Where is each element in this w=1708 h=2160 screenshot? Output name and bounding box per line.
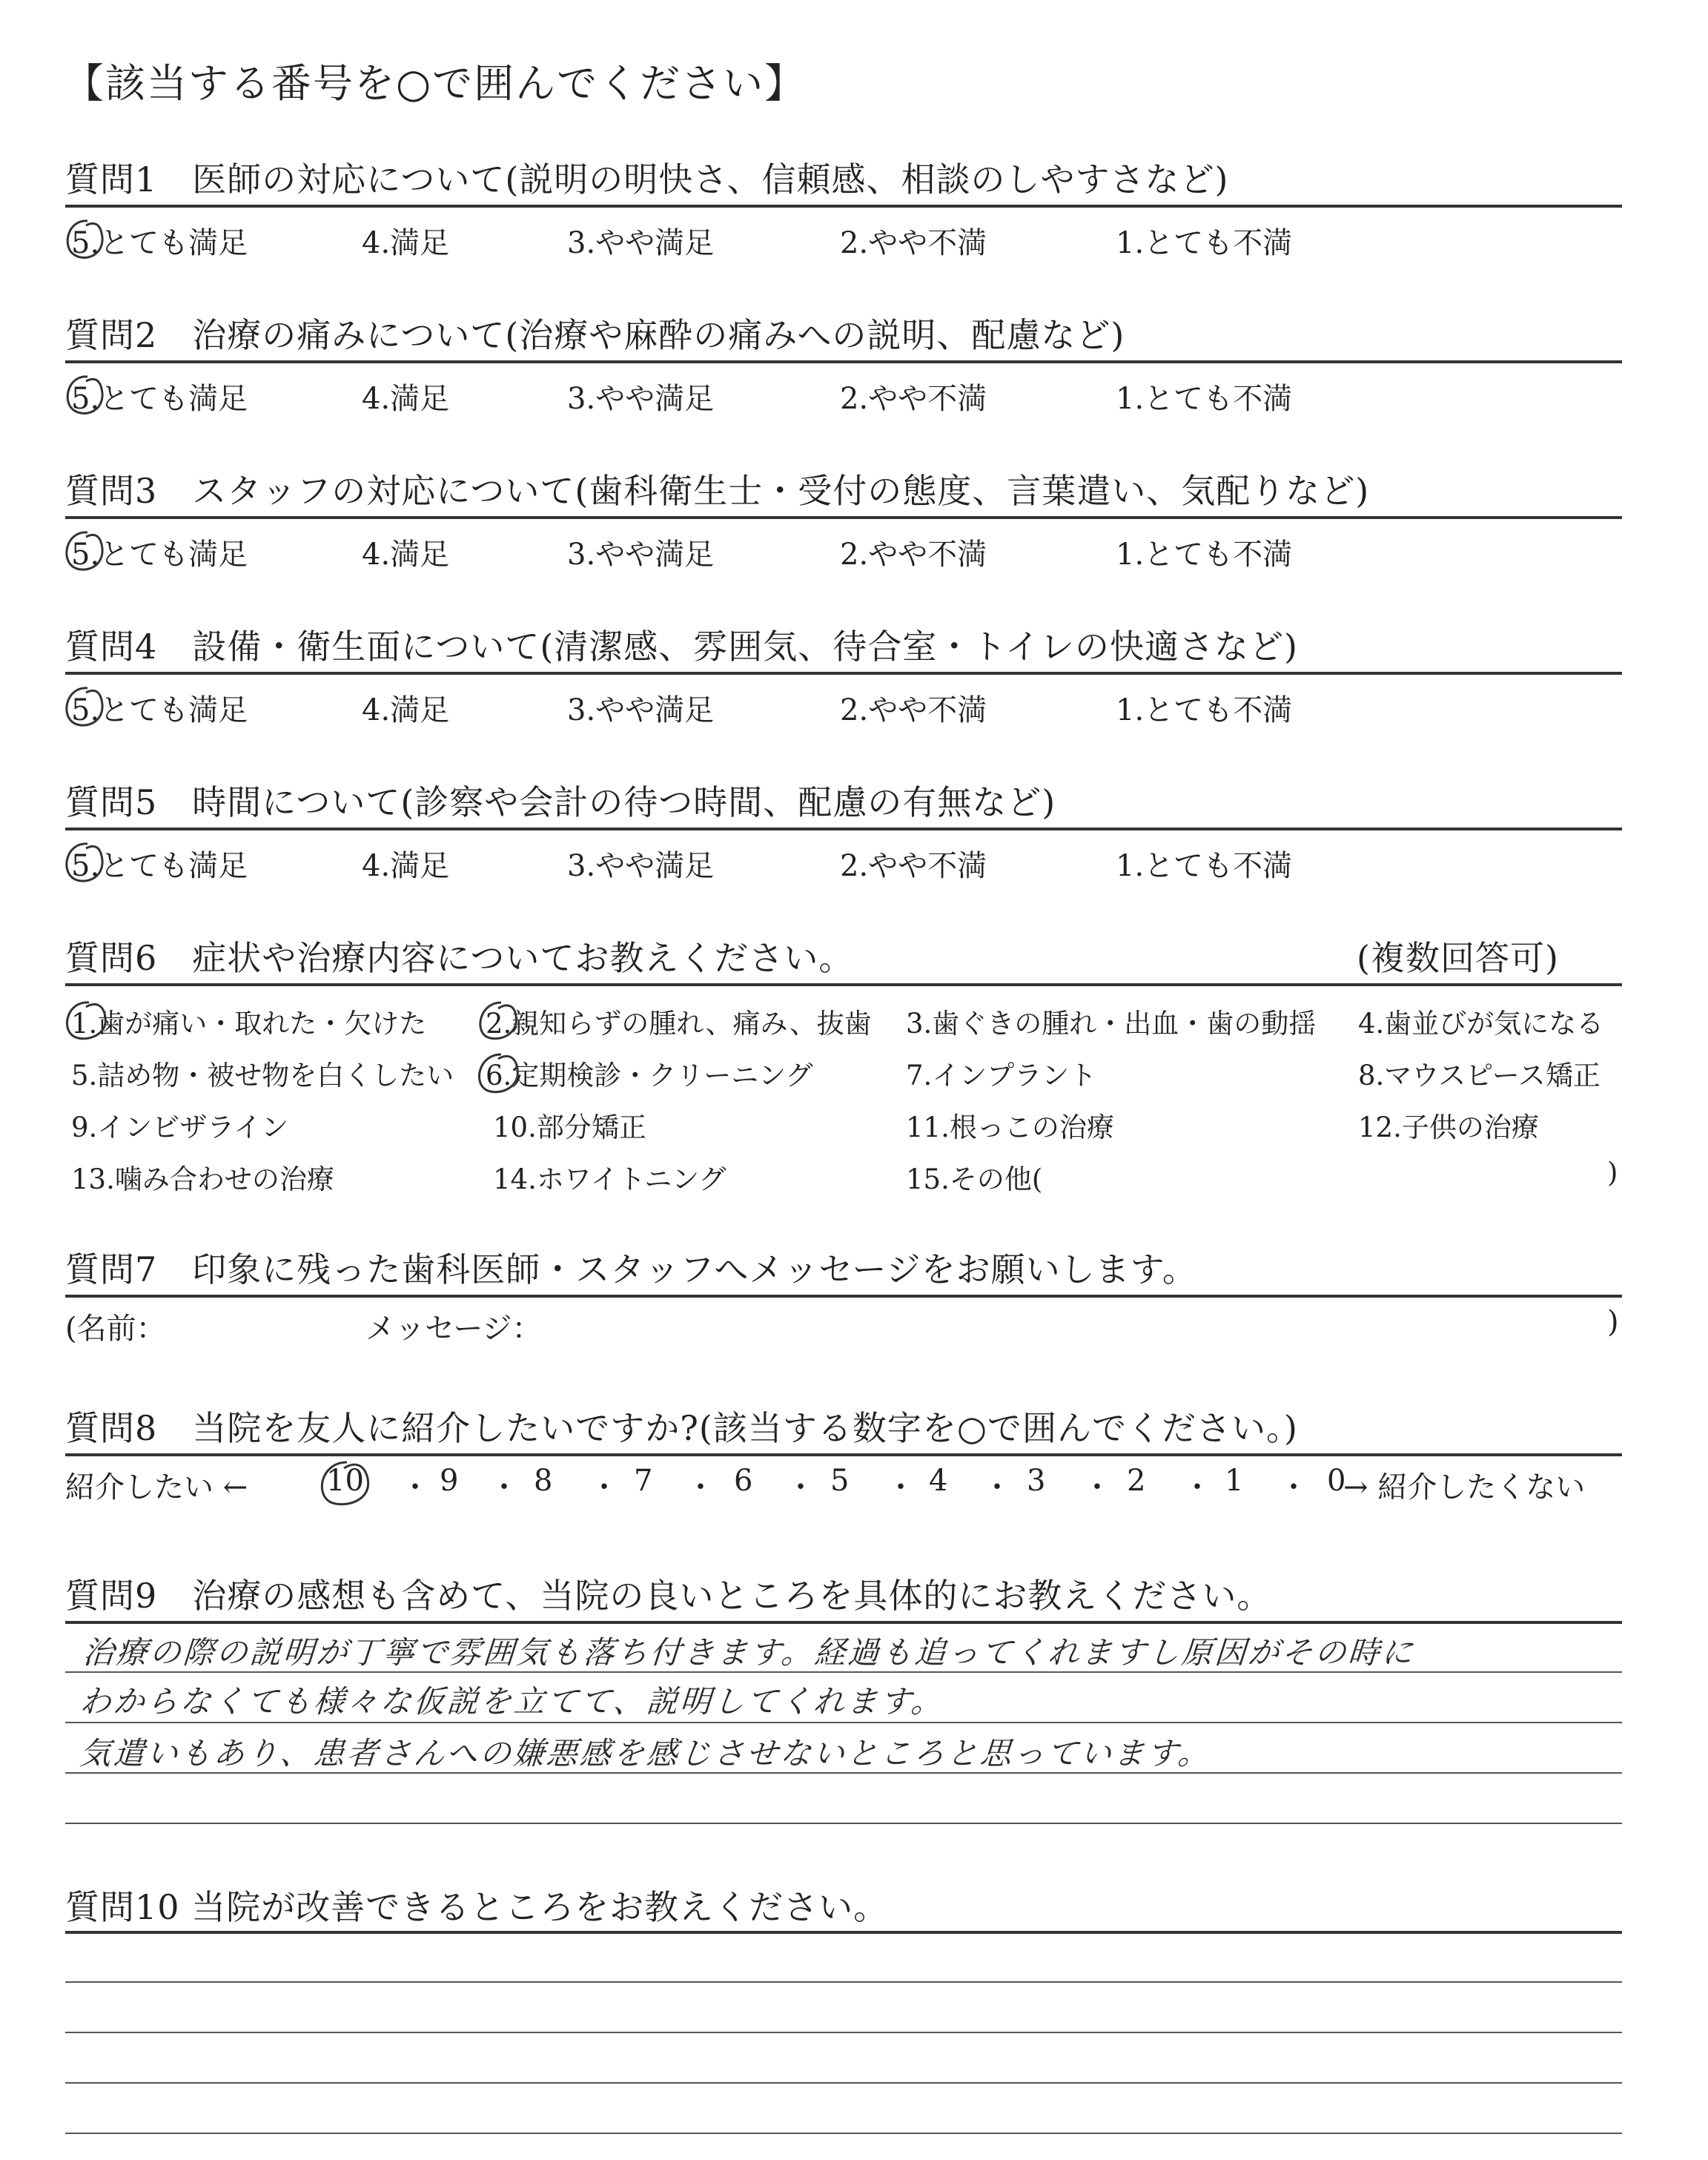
divider (65, 360, 1622, 363)
divider (65, 672, 1622, 675)
symptom-item[interactable]: 5.詰め物・被せ物を白くしたい (71, 1060, 454, 1091)
question-title: 質問3 スタッフの対応について(歯科衛生士・受付の態度、言葉遣い、気配りなど) (65, 471, 1370, 511)
divider (65, 205, 1622, 208)
scale-value-8[interactable]: 8 (534, 1464, 553, 1498)
symptom-item[interactable]: 8.マウスピース矯正 (1358, 1060, 1601, 1091)
divider (65, 1295, 1622, 1298)
rating-option-2[interactable]: 2.やや不満 (840, 693, 987, 727)
symptom-item[interactable]: 11.根っこの治療 (906, 1112, 1114, 1143)
symptom-item[interactable]: 13.噛み合わせの治療 (71, 1163, 334, 1195)
scale-separator: ・ (1279, 1470, 1308, 1505)
answer-line (65, 1981, 1622, 1983)
question-title: 質問10 当院が改善できるところをお教えください。 (65, 1887, 889, 1927)
scale-separator: ・ (886, 1470, 916, 1505)
rating-option-3[interactable]: 3.やや満足 (567, 849, 715, 883)
rating-option-1[interactable]: 1.とても不満 (1116, 226, 1293, 260)
rating-option-5[interactable]: 5.とても満足 (71, 538, 248, 572)
scale-separator: ・ (982, 1470, 1012, 1505)
rating-option-1[interactable]: 1.とても不満 (1116, 693, 1293, 727)
scale-value-10[interactable]: 10 (326, 1464, 364, 1498)
rating-option-2[interactable]: 2.やや不満 (840, 382, 987, 416)
answer-line (65, 1823, 1622, 1824)
scale-separator: ・ (1082, 1470, 1112, 1505)
rating-option-4[interactable]: 4.満足 (362, 849, 450, 883)
handwritten-answer-line: 気遣いもあり、患者さんへの嫌悪感を感じさせないところと思っています。 (79, 1735, 1213, 1771)
symptom-item[interactable]: 7.インプラント (906, 1060, 1097, 1091)
scale-separator: ・ (589, 1470, 619, 1505)
symptom-item[interactable]: 12.子供の治療 (1358, 1112, 1539, 1143)
answer-line (65, 2133, 1622, 2134)
question-title: 質問9 治療の感想も含めて、当院の良いところを具体的にお教えください。 (65, 1576, 1272, 1616)
symptom-item[interactable]: 3.歯ぐきの腫れ・出血・歯の動揺 (906, 1008, 1317, 1040)
rating-option-4[interactable]: 4.満足 (362, 382, 450, 416)
symptom-item[interactable]: 2.親知らずの腫れ、痛み、抜歯 (486, 1008, 872, 1040)
rating-option-5[interactable]: 5.とても満足 (71, 849, 248, 883)
scale-separator: ・ (400, 1470, 430, 1505)
divider (65, 516, 1622, 519)
scale-value-9[interactable]: 9 (440, 1464, 459, 1498)
scale-value-2[interactable]: 2 (1127, 1464, 1146, 1498)
recommend-right-label: → 紹介したくない (1343, 1470, 1586, 1505)
recommend-left-label: 紹介したい ← (65, 1470, 248, 1505)
question-title: 質問7 印象に残った歯科医師・スタッフへメッセージをお願いします。 (65, 1249, 1197, 1289)
answer-line (65, 2082, 1622, 2084)
symptom-item-other[interactable]: 15.その他( (906, 1163, 1043, 1195)
multiple-answers-note: (複数回答可) (1357, 938, 1559, 978)
rating-option-2[interactable]: 2.やや不満 (840, 226, 987, 260)
question-title: 質問5 時間について(診察や会計の待つ時間、配慮の有無など) (65, 782, 1056, 822)
rating-option-3[interactable]: 3.やや満足 (567, 538, 715, 572)
question-title: 質問6 症状や治療内容についてお教えください。 (65, 938, 854, 978)
rating-option-1[interactable]: 1.とても不満 (1116, 849, 1293, 883)
scale-value-7[interactable]: 7 (634, 1464, 653, 1498)
question-title: 質問1 医師の対応について(説明の明快さ、信頼感、相談のしやすさなど) (65, 159, 1229, 199)
question-title: 質問2 治療の痛みについて(治療や麻酔の痛みへの説明、配慮など) (65, 315, 1125, 355)
scale-separator: ・ (786, 1470, 815, 1505)
scale-separator: ・ (1182, 1470, 1212, 1505)
divider (65, 828, 1622, 830)
symptom-item[interactable]: 6.定期検診・クリーニング (486, 1060, 813, 1091)
handwritten-answer-line: わからなくても様々な仮説を立てて、説明してくれます。 (79, 1683, 946, 1720)
scale-value-1[interactable]: 1 (1225, 1464, 1244, 1498)
scale-value-6[interactable]: 6 (734, 1464, 753, 1498)
symptom-item[interactable]: 9.インビザライン (71, 1112, 289, 1143)
rating-option-1[interactable]: 1.とても不満 (1116, 382, 1293, 416)
rating-option-2[interactable]: 2.やや不満 (840, 849, 987, 883)
handwritten-answer-line: 治療の際の説明が丁寧で雰囲気も落ち付きます。経過も追ってくれますし原因がその時に (82, 1634, 1417, 1671)
scale-value-4[interactable]: 4 (929, 1464, 948, 1498)
divider (65, 983, 1622, 986)
rating-option-1[interactable]: 1.とても不満 (1116, 538, 1293, 572)
rating-option-4[interactable]: 4.満足 (362, 226, 450, 260)
question-title: 質問8 当院を友人に紹介したいですか?(該当する数字を○で囲んでください。) (65, 1408, 1298, 1448)
divider (65, 1621, 1622, 1624)
form-header: 【該当する番号を○で囲んでください】 (64, 60, 807, 107)
symptom-item[interactable]: 4.歯並びが気になる (1358, 1008, 1604, 1040)
divider (65, 1453, 1622, 1456)
message-label: メッセージ： (365, 1312, 542, 1346)
rating-option-3[interactable]: 3.やや満足 (567, 693, 715, 727)
rating-option-5[interactable]: 5.とても満足 (71, 382, 248, 416)
message-close-paren: ) (1607, 1305, 1619, 1339)
other-close-paren: ) (1607, 1157, 1618, 1189)
rating-option-4[interactable]: 4.満足 (362, 538, 450, 572)
rating-option-5[interactable]: 5.とても満足 (71, 693, 248, 727)
scale-value-5[interactable]: 5 (830, 1464, 850, 1498)
symptom-item[interactable]: 14.ホワイトニング (493, 1163, 726, 1195)
name-label: (名前： (65, 1312, 166, 1346)
divider (65, 1931, 1622, 1934)
symptom-item[interactable]: 1.歯が痛い・取れた・欠けた (71, 1008, 427, 1040)
rating-option-3[interactable]: 3.やや満足 (567, 382, 715, 416)
scale-value-3[interactable]: 3 (1027, 1464, 1046, 1498)
question-title: 質問4 設備・衛生面について(清潔感、雰囲気、待合室・トイレの快適さなど) (65, 627, 1298, 667)
rating-option-3[interactable]: 3.やや満足 (567, 226, 715, 260)
answer-line (65, 1722, 1622, 1723)
symptom-item[interactable]: 10.部分矯正 (493, 1112, 646, 1143)
rating-option-4[interactable]: 4.満足 (362, 693, 450, 727)
rating-option-5[interactable]: 5.とても満足 (71, 226, 248, 260)
scale-separator: ・ (489, 1470, 519, 1505)
scale-separator: ・ (686, 1470, 715, 1505)
rating-option-2[interactable]: 2.やや不満 (840, 538, 987, 572)
scale-value-0[interactable]: 0 (1327, 1464, 1346, 1498)
answer-line (65, 2032, 1622, 2033)
